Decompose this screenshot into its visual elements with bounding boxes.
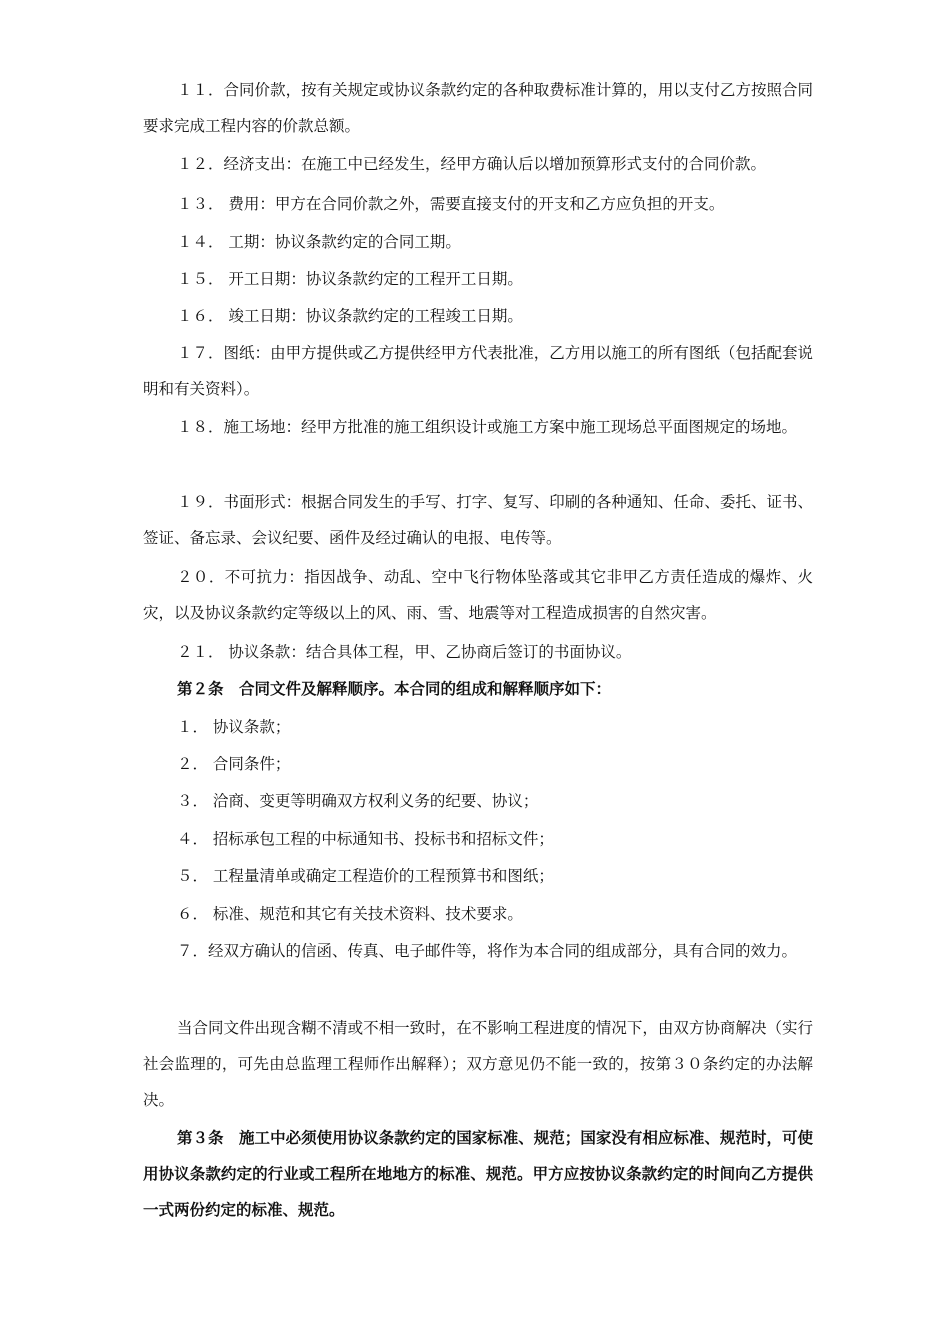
definition-18: １８．施工场地：经甲方批准的施工组织设计或施工方案中施工现场总平面图规定的场地。 [177, 418, 798, 436]
article-2-item-2: ２． 合同条件； [177, 755, 291, 773]
article-2-item-4: ４． 招标承包工程的中标通知书、投标书和招标文件； [177, 830, 554, 848]
article-3-text: 第３条 施工中必须使用协议条款约定的国家标准、规范；国家没有相应标准、规范时，可使用协议条款约定的行业或工程所在地地方的标准、规范。甲方应按协议条款约定的时间向乙方提供一式两份约定的标准、规范。 [143, 1128, 813, 1219]
article-2-heading: 第２条 合同文件及解释顺序。本合同的组成和解释顺序如下： [177, 679, 612, 698]
definition-16: １６． 竣工日期：协议条款约定的工程竣工日期。 [177, 307, 523, 325]
article-2-item-7: ７．经双方确认的信函、传真、电子邮件等，将作为本合同的组成部分，具有合同的效力。 [177, 942, 798, 960]
definition-15: １５． 开工日期：协议条款约定的工程开工日期。 [177, 270, 523, 288]
definition-13: １３． 费用：甲方在合同价款之外，需要直接支付的开支和乙方应负担的开支。 [177, 195, 725, 213]
definition-20: ２０．不可抗力：指因战争、动乱、空中飞行物体坠落或其它非甲乙方责任造成的爆炸、火灾，以及协议条款约定等级以上的风、雨、雪、地震等对工程造成损害的自然灾害。 [143, 568, 813, 622]
article-2-item-3: ３． 洽商、变更等明确双方权利义务的纪要、协议； [177, 792, 539, 810]
article-2-item-5: ５． 工程量清单或确定工程造价的工程预算书和图纸； [177, 867, 554, 885]
definition-11: １１．合同价款，按有关规定或协议条款约定的各种取费标准计算的，用以支付乙方按照合同要求完成工程内容的价款总额。 [143, 81, 813, 135]
definition-12: １２．经济支出：在施工中已经发生，经甲方确认后以增加预算形式支付的合同价款。 [177, 155, 767, 173]
article-2-item-1: １． 协议条款； [177, 718, 291, 736]
article-2-item-6: ６． 标准、规范和其它有关技术资料、技术要求。 [177, 905, 523, 923]
definition-14: １４． 工期：协议条款约定的合同工期。 [177, 233, 461, 251]
definition-21: ２１． 协议条款：结合具体工程，甲、乙协商后签订的书面协议。 [177, 643, 632, 661]
article-2-note: 当合同文件出现含糊不清或不相一致时，在不影响工程进度的情况下，由双方协商解决（实行社会监理的，可先由总监理工程师作出解释）；双方意见仍不能一致的，按第３０条约定的办法解决。 [143, 1019, 813, 1109]
definition-19: １９．书面形式：根据合同发生的手写、打字、复写、印刷的各种通知、任命、委托、证书、签证、备忘录、会议纪要、函件及经过确认的电报、电传等。 [143, 493, 813, 547]
definition-17: １７．图纸：由甲方提供或乙方提供经甲方代表批准，乙方用以施工的所有图纸（包括配套说明和有关资料）。 [143, 344, 813, 398]
